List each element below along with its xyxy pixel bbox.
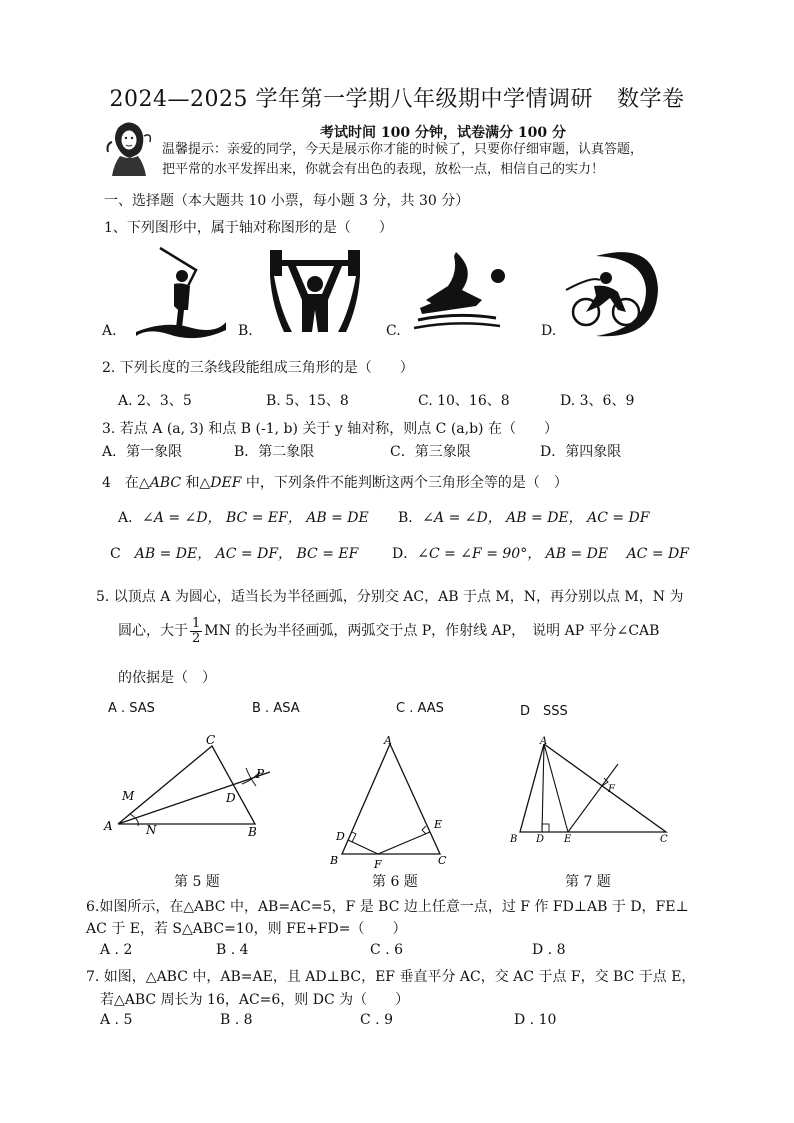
q5-option-d: D SSS xyxy=(520,704,568,719)
q4-option-d-label: D． xyxy=(392,546,418,562)
q2-option-c: C. 10、16、8 xyxy=(418,393,510,409)
q4-stem-mid: 和△ xyxy=(181,475,211,491)
page-title xyxy=(0,82,794,113)
fig6-caption: 第 6 题 xyxy=(372,874,418,890)
q6-line2: AC 于 E，若 S△ABC=10，则 FE+FD=（ ） xyxy=(86,921,407,937)
q4-stem-pre: 4 在△ xyxy=(102,475,150,491)
tip-line1: 亲爱的同学，今天是展示你才能的时候了，只要你仔细审题，认真答题， xyxy=(227,142,644,157)
q1-option-d-label: D. xyxy=(541,323,557,339)
weightlifter-icon xyxy=(270,250,360,332)
q7-line2: 若△ABC 周长为 16，AC=6，则 DC 为（ ） xyxy=(100,992,410,1008)
figure-q6 xyxy=(326,734,456,868)
q1-stem: 1、下列图形中，属于轴对称图形的是（ ） xyxy=(104,220,393,236)
fig5-label-c: C xyxy=(206,733,216,747)
figure-q7 xyxy=(506,734,678,850)
fig6-label-a: A xyxy=(384,734,392,747)
q4-option-b-label: B． xyxy=(398,510,423,526)
cyclist-icon xyxy=(566,252,658,336)
q2-option-d: D. 3、6、9 xyxy=(560,393,635,409)
q5-option-b: B . ASA xyxy=(252,701,300,716)
q4-option-a-label: A． xyxy=(118,510,143,526)
fig6-label-d: D xyxy=(336,830,345,843)
q7-option-a: A . 5 xyxy=(100,1012,133,1028)
fig5-caption: 第 5 题 xyxy=(174,874,220,890)
fig6-label-c: C xyxy=(438,854,447,867)
q5-line2-post: MN 的长为半径画弧，两弧交于点 P，作射线 AP， 说明 AP 平分∠CAB xyxy=(204,623,660,639)
q7-option-d: D . 10 xyxy=(514,1012,557,1028)
q3-option-a: A．第一象限 xyxy=(102,444,183,460)
fig7-label-d: D xyxy=(536,834,545,845)
fig5-label-n: N xyxy=(146,823,157,837)
volleyball-player-icon xyxy=(414,252,505,328)
q7-line1: 7. 如图，△ABC 中，AB=AE，且 AD⊥BC，EF 垂直平分 AC，交 AC 于点 F，交 BC 于点 E， xyxy=(86,969,696,985)
fig5-label-p: P xyxy=(256,767,265,781)
q6-option-c: C . 6 xyxy=(370,942,403,958)
q5-line2-pre: 圆心，大于 xyxy=(118,623,188,639)
q5-line1: 5. 以顶点 A 为圆心，适当长为半径画弧，分别交 AC，AB 于点 M，N，再分别以点 M，N 为 xyxy=(96,589,684,605)
q3-stem: 3. 若点 A (a, 3) 和点 B (-1, b) 关于 y 轴对称，则点 C (a,b) 在（ ） xyxy=(102,421,558,437)
fig5-label-d: D xyxy=(226,791,236,805)
q5-option-a: A . SAS xyxy=(108,701,155,716)
q4-option-c xyxy=(110,543,358,563)
fig7-label-f: F xyxy=(608,784,615,795)
fig7-label-e: E xyxy=(564,834,572,845)
q4-stem xyxy=(102,472,568,492)
q1-option-c-label: C. xyxy=(386,323,401,339)
q1-option-b-label: B. xyxy=(238,323,253,339)
q4-triangle-abc: ABC xyxy=(149,475,182,491)
q2-option-b: B. 5、15、8 xyxy=(266,393,349,409)
q4-option-a xyxy=(118,507,369,527)
warm-tip xyxy=(162,140,762,180)
q4-option-d-text: ∠C = ∠F = 90°， AB = DE AC = DF xyxy=(417,546,689,562)
q7-option-c: C . 9 xyxy=(360,1012,393,1028)
exam-info: 考试时间 100 分钟，试卷满分 100 分 xyxy=(320,125,566,141)
q2-stem: 2. 下列长度的三条线段能组成三角形的是（ ） xyxy=(102,360,414,376)
q7-option-b: B . 8 xyxy=(220,1012,253,1028)
q6-option-d: D . 8 xyxy=(532,942,566,958)
mascot-girl-illustration xyxy=(100,118,156,180)
figure-q5 xyxy=(100,732,280,842)
fig6-label-e: E xyxy=(434,818,443,831)
q4-option-c-label: C xyxy=(110,546,121,562)
q5-option-c: C . AAS xyxy=(396,701,444,716)
fig7-label-c: C xyxy=(660,834,668,845)
q3-option-d: D．第四象限 xyxy=(540,444,622,460)
fig5-label-b: B xyxy=(248,825,257,839)
fig6-label-f: F xyxy=(374,858,382,868)
q4-option-b xyxy=(398,507,650,527)
q4-option-c-text: AB = DE， AC = DF， BC = EF xyxy=(134,546,359,562)
q5-fraction xyxy=(190,617,202,646)
title-main: 2024—2025 学年第一学期八年级期中学情调研 xyxy=(109,87,593,112)
golfer-icon xyxy=(136,248,226,338)
q3-option-c: C．第三象限 xyxy=(390,444,471,460)
tip-line2: 把平常的水平发挥出来，你就会有出色的表现，放松一点，相信自己的实力！ xyxy=(162,162,605,177)
q5-line3: 的依据是（ ） xyxy=(118,670,216,686)
q5-frac-denominator: 2 xyxy=(192,630,201,646)
q3-option-b: B．第二象限 xyxy=(234,444,315,460)
q5-frac-numerator: 1 xyxy=(192,615,201,631)
q4-option-d xyxy=(392,543,689,563)
fig5-label-m: M xyxy=(122,789,135,803)
q6-line1: 6.如图所示，在△ABC 中，AB=AC=5，F 是 BC 边上任意一点，过 F 作 FD⊥AB 于 D，FE⊥ xyxy=(86,899,689,915)
q6-option-a: A . 2 xyxy=(100,942,133,958)
fig6-label-b: B xyxy=(330,854,339,867)
fig7-label-a: A xyxy=(540,736,548,747)
q5-line2 xyxy=(118,614,659,648)
q4-option-a-text: ∠A = ∠D， BC = EF， AB = DE xyxy=(142,510,369,526)
tip-label: 温馨提示： xyxy=(162,142,228,157)
q4-stem-post: 中，下列条件不能判断这两个三角形全等的是（ ） xyxy=(241,475,568,491)
q4-triangle-def: DEF xyxy=(210,475,242,491)
q6-option-b: B . 4 xyxy=(216,942,249,958)
section-heading: 一、选择题（本大题共 10 小票，每小题 3 分，共 30 分） xyxy=(104,193,470,209)
q1-option-a-label: A. xyxy=(102,323,117,339)
fig7-caption: 第 7 题 xyxy=(565,874,611,890)
fig7-label-b: B xyxy=(510,834,518,845)
title-subject: 数学卷 xyxy=(616,87,685,112)
q4-option-b-text: ∠A = ∠D， AB = DE， AC = DF xyxy=(422,510,650,526)
fig5-label-a: A xyxy=(104,819,113,833)
q2-option-a: A. 2、3、5 xyxy=(118,393,192,409)
